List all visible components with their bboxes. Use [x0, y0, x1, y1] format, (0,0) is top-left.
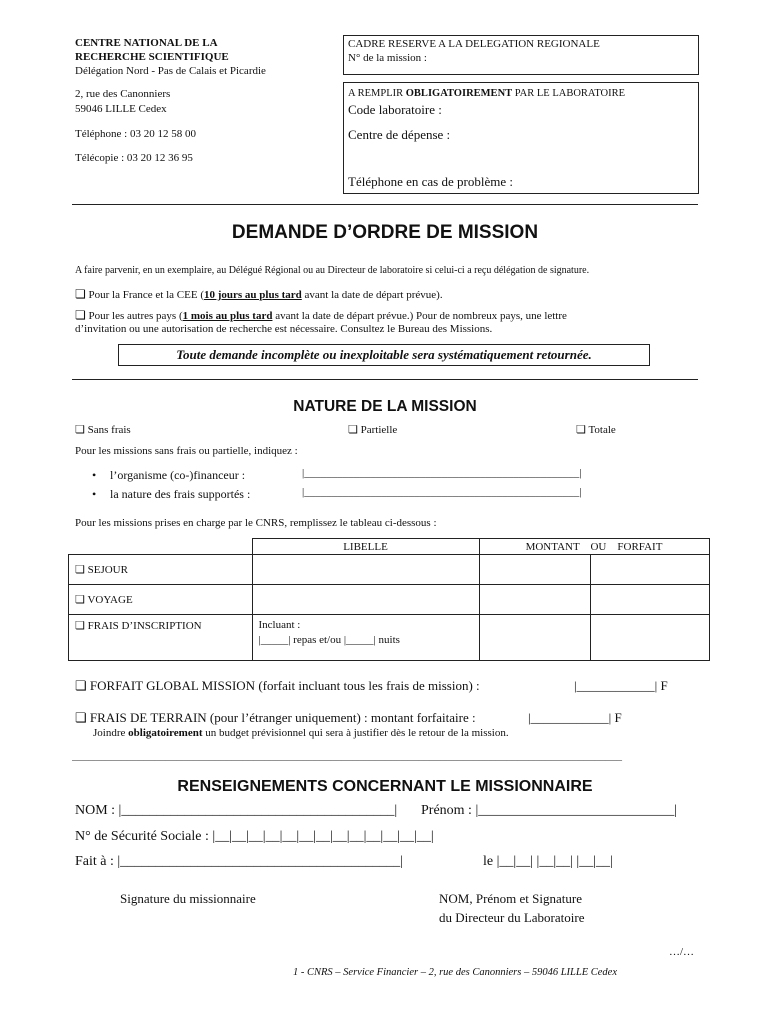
frais-terrain-field[interactable]: |____________| F	[528, 710, 622, 725]
signature-missionnaire-label: Signature du missionnaire	[120, 891, 256, 906]
warning-box	[118, 344, 650, 366]
option-sans-frais[interactable]: ❏ Sans frais	[75, 424, 131, 436]
org-name-line2: RECHERCHE SCIENTIFIQUE	[75, 51, 229, 63]
fait-a-field[interactable]: Fait à : |________________________________________|	[75, 854, 403, 869]
telephone-probleme-field[interactable]: Téléphone en cas de problème :	[348, 174, 513, 189]
table-row	[69, 585, 710, 615]
prenom-field[interactable]: Prénom : |____________________________|	[421, 803, 678, 818]
inscription-forfait-cell[interactable]	[590, 615, 709, 661]
forfait-global-field[interactable]: |____________| F	[574, 678, 668, 693]
autres-pays-line2: d’invitation ou une autorisation de recherche est nécessaire. Consultez le Bureau des Missions.	[75, 323, 493, 335]
renseignements-title: RENSEIGNEMENTS CONCERNANT LE MISSIONNAIRE	[177, 778, 593, 795]
checkbox-icon[interactable]: ❏	[75, 424, 85, 436]
delegation-name: Délégation Nord - Pas de Calais et Picardie	[75, 65, 266, 77]
checkbox-icon[interactable]: ❏	[75, 308, 86, 322]
voyage-forfait-cell[interactable]	[590, 585, 709, 615]
code-laboratoire-field[interactable]: Code laboratoire :	[348, 102, 442, 117]
row-voyage-label: ❏ VOYAGE	[69, 585, 253, 615]
frais-terrain-note: Joindre obligatoirement un budget prévisionnel qui sera à justifier dès le retour de la mission.	[93, 727, 509, 739]
row-inscription-label: ❏ FRAIS D’INSCRIPTION	[69, 615, 253, 661]
warning-text: Toute demande incomplète ou inexploitable sera systématiquement retournée.	[176, 347, 592, 362]
bullet-icon: •	[92, 468, 97, 482]
signature-directeur-label2: du Directeur du Laboratoire	[439, 910, 585, 925]
securite-sociale-field[interactable]: N° de Sécurité Sociale : |__|__|__|__|__|__|__|__|__|__|__|__|__|	[75, 829, 434, 844]
signature-directeur-label1: NOM, Prénom et Signature	[439, 891, 582, 906]
page-title: DEMANDE D’ORDRE DE MISSION	[231, 222, 539, 243]
nom-field[interactable]: NOM : |_______________________________________|	[75, 803, 398, 818]
forfait-global-option[interactable]: ❏ FORFAIT GLOBAL MISSION (forfait incluant tous les frais de mission) :	[75, 678, 480, 693]
financeur-label: l’organisme (co-)financeur :	[110, 468, 246, 482]
option-totale[interactable]: ❏ Totale	[576, 424, 616, 436]
cadre-title: CADRE RESERVE A LA DELEGATION REGIONALE	[348, 38, 600, 50]
separator-line: ____________________________________________________________________________________________________	[72, 750, 622, 762]
col-montant-header: MONTANT OU FORFAIT	[479, 539, 709, 555]
labo-box-header: A REMPLIR OBLIGATOIREMENT PAR LE LABORATOIRE	[348, 88, 626, 99]
nature-frais-label: la nature des frais supportés :	[110, 487, 251, 501]
checkbox-icon[interactable]: ❏	[75, 564, 85, 576]
cadre-delegation-box	[343, 35, 699, 75]
voyage-montant-cell[interactable]	[479, 585, 590, 615]
col-libelle-header: LIBELLE	[252, 539, 479, 555]
checkbox-icon[interactable]: ❏	[75, 594, 85, 606]
mission-number-field[interactable]: N° de la mission :	[348, 52, 427, 64]
continuation-mark: …/…	[669, 946, 695, 958]
org-name-line1: CENTRE NATIONAL DE LA	[75, 37, 218, 49]
checkbox-icon[interactable]: ❏	[75, 710, 87, 725]
cnrs-instruction: Pour les missions prises en charge par le CNRS, remplissez le tableau ci-dessous :	[75, 517, 437, 529]
checkbox-icon[interactable]: ❏	[75, 287, 86, 301]
sejour-libelle-cell[interactable]	[252, 555, 479, 585]
checkbox-icon[interactable]: ❏	[348, 424, 358, 436]
checkbox-icon[interactable]: ❏	[75, 678, 87, 693]
address-line2: 59046 LILLE Cedex	[75, 103, 167, 115]
address-line1: 2, rue des Canonniers	[75, 88, 171, 100]
nature-title: NATURE DE LA MISSION	[293, 398, 477, 415]
checkbox-icon[interactable]: ❏	[75, 620, 85, 632]
sejour-forfait-cell[interactable]	[590, 555, 709, 585]
date-field[interactable]: le |__|__| |__|__| |__|__|	[483, 854, 613, 869]
table-row	[69, 615, 710, 661]
row-sejour-label: ❏ SEJOUR	[69, 555, 253, 585]
centre-depense-field[interactable]: Centre de dépense :	[348, 127, 451, 142]
footer: 1 - CNRS – Service Financier – 2, rue des Canonniers – 59046 LILLE Cedex	[293, 967, 618, 978]
table-row	[69, 555, 710, 585]
option-partielle[interactable]: ❏ Partielle	[348, 424, 398, 436]
frais-terrain-option[interactable]: ❏ FRAIS DE TERRAIN (pour l’étranger uniquement) : montant forfaitaire :	[75, 710, 476, 725]
table-corner	[69, 539, 253, 555]
sejour-montant-cell[interactable]	[479, 555, 590, 585]
checkbox-icon[interactable]: ❏	[576, 424, 586, 436]
autres-pays-deadline: ❏ Pour les autres pays (1 mois au plus tard avant la date de départ prévue.) Pour de nombreux pays, une lettre	[75, 308, 567, 322]
telecopie: Télécopie : 03 20 12 36 95	[75, 152, 193, 164]
intro-text: A faire parvenir, en un exemplaire, au Délégué Régional ou au Directeur de laboratoire si celui-ci a reçu délégation de signature.	[75, 265, 590, 276]
incluant-label: Incluant :	[258, 619, 301, 631]
nature-instruction: Pour les missions sans frais ou partielle, indiquez :	[75, 445, 298, 457]
bullet-icon: •	[92, 487, 97, 501]
inscription-libelle-cell[interactable]	[252, 615, 479, 661]
telephone: Téléphone : 03 20 12 58 00	[75, 128, 196, 140]
laboratoire-box	[343, 82, 699, 194]
repas-nuits-field[interactable]: |_____| repas et/ou |_____| nuits	[258, 634, 400, 646]
nature-frais-field[interactable]: |__________________________________________________|	[302, 486, 582, 498]
frais-table	[68, 538, 710, 661]
inscription-montant-cell[interactable]	[479, 615, 590, 661]
france-deadline: ❏ Pour la France et la CEE (10 jours au plus tard avant la date de départ prévue).	[75, 287, 443, 301]
voyage-libelle-cell[interactable]	[252, 585, 479, 615]
divider	[72, 379, 698, 380]
financeur-field[interactable]: |__________________________________________________|	[302, 467, 582, 479]
divider	[72, 204, 698, 205]
